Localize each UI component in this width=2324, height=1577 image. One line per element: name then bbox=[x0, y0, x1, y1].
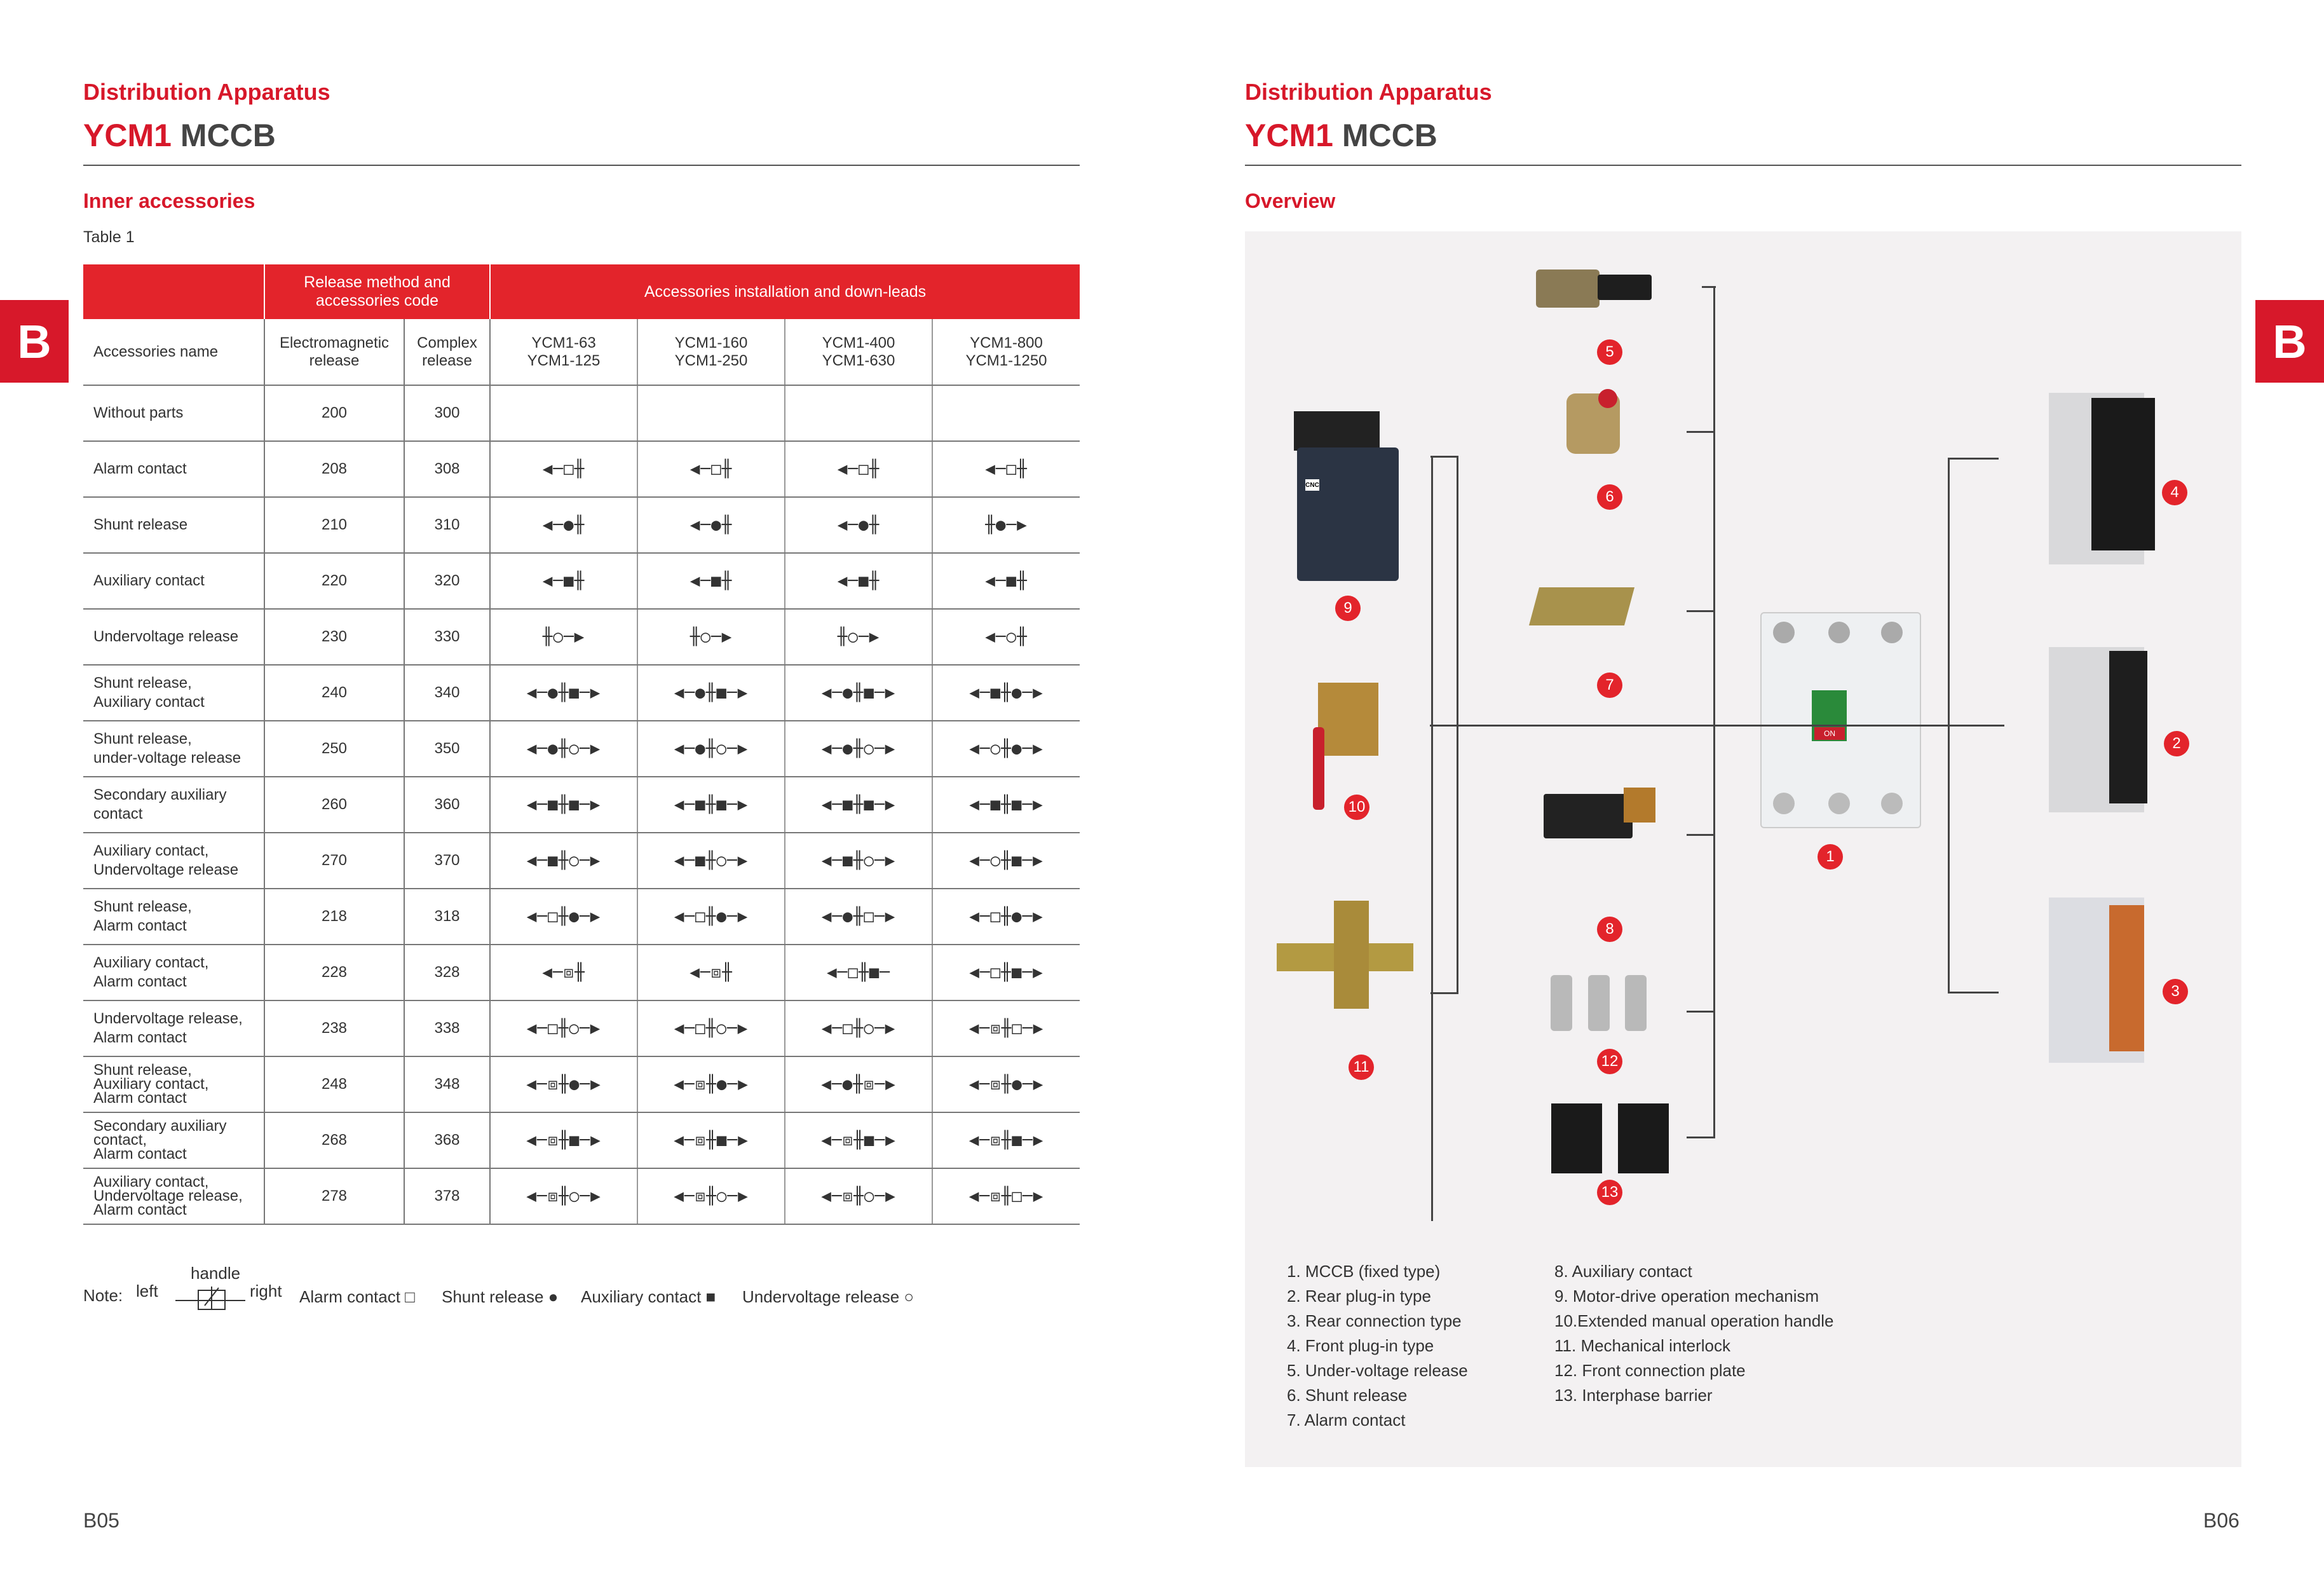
install-symbol: ◀─□╫●─▶ bbox=[490, 889, 637, 945]
col-complex: Complex release bbox=[404, 319, 490, 385]
badge-2: 2 bbox=[2164, 731, 2189, 756]
row-em-code: 238 bbox=[264, 1000, 404, 1056]
row-accessory-name: Shunt release, Auxiliary contact bbox=[83, 665, 264, 721]
install-symbol: ◀─⧈╫○─▶ bbox=[637, 1168, 785, 1224]
row-complex-code: 318 bbox=[404, 889, 490, 945]
mccb-terminal-3 bbox=[1881, 622, 1903, 643]
install-symbol: ◀─□╫■─ bbox=[785, 945, 932, 1000]
extended-handle-plate bbox=[1318, 683, 1378, 756]
table-label: Table 1 bbox=[83, 228, 135, 246]
install-symbol: ╫○─▶ bbox=[637, 609, 785, 665]
title-model: YCM1 bbox=[1245, 118, 1333, 153]
install-symbol: ╫○─▶ bbox=[785, 609, 932, 665]
connection-plate-a bbox=[1551, 975, 1572, 1031]
motor-drive-top bbox=[1294, 411, 1380, 451]
row-em-code: 248 bbox=[264, 1056, 404, 1112]
row-accessory-name: Secondary auxiliary contact, Alarm contact bbox=[83, 1112, 264, 1168]
alarm-contact-image bbox=[1529, 587, 1634, 625]
conn-9-line bbox=[1430, 456, 1458, 458]
auxiliary-contact-image bbox=[1544, 794, 1633, 838]
install-symbol: ◀─■╫ bbox=[637, 553, 785, 609]
conn-4 bbox=[1948, 458, 1999, 460]
install-symbol: ◀─□╫ bbox=[637, 441, 785, 497]
install-symbol: ◀─□╫○─▶ bbox=[637, 1000, 785, 1056]
install-symbol: ◀─■╫○─▶ bbox=[637, 833, 785, 889]
install-symbol: ◀─⧈╫ bbox=[490, 945, 637, 1000]
row-em-code: 208 bbox=[264, 441, 404, 497]
badge-6: 6 bbox=[1597, 484, 1622, 510]
table-row bbox=[83, 441, 1080, 497]
left-subhead: Inner accessories bbox=[83, 189, 255, 212]
badge-1: 1 bbox=[1818, 844, 1843, 870]
badge-9: 9 bbox=[1335, 596, 1361, 621]
install-symbol: ◀─□╫●─▶ bbox=[932, 889, 1080, 945]
install-symbol: ◀─⧈╫■─▶ bbox=[490, 1112, 637, 1168]
title-product: MCCB bbox=[180, 118, 276, 153]
install-symbol: ◀─⧈╫■─▶ bbox=[637, 1112, 785, 1168]
legend-item: 12. Front connection plate bbox=[1554, 1361, 1746, 1380]
table-row bbox=[83, 385, 1080, 441]
badge-5: 5 bbox=[1597, 339, 1622, 365]
row-complex-code: 330 bbox=[404, 609, 490, 665]
accessories-table bbox=[83, 264, 1080, 1225]
row-em-code: 250 bbox=[264, 721, 404, 777]
header-installation: Accessories installation and down-leads bbox=[490, 264, 1080, 319]
note-label: Note: bbox=[83, 1286, 123, 1305]
mccb-terminal-6 bbox=[1881, 793, 1903, 814]
install-symbol: ◀─⧈╫□─▶ bbox=[932, 1000, 1080, 1056]
install-symbol: ◀─⧈╫●─▶ bbox=[932, 1056, 1080, 1112]
note-handle: handle bbox=[191, 1264, 241, 1283]
badge-13: 13 bbox=[1597, 1180, 1622, 1205]
under-voltage-release-part bbox=[1598, 275, 1652, 300]
motor-drive-logo: CNC bbox=[1305, 479, 1319, 491]
row-complex-code: 308 bbox=[404, 441, 490, 497]
table-row bbox=[83, 1112, 1080, 1168]
badge-12: 12 bbox=[1597, 1049, 1622, 1074]
table-row bbox=[83, 721, 1080, 777]
row-accessory-name: Shunt release, Alarm contact bbox=[83, 889, 264, 945]
table-row bbox=[83, 1000, 1080, 1056]
left-title-rule bbox=[83, 165, 1080, 166]
table-header-row bbox=[83, 264, 1080, 319]
table-row bbox=[83, 665, 1080, 721]
install-symbol: ◀─●╫ bbox=[637, 497, 785, 553]
row-em-code: 228 bbox=[264, 945, 404, 1000]
install-symbol: ◀─■╫■─▶ bbox=[637, 777, 785, 833]
col-model-2: YCM1-160 YCM1-250 bbox=[637, 319, 785, 385]
row-accessory-name: Alarm contact bbox=[83, 441, 264, 497]
install-symbol: ◀─■╫ bbox=[785, 553, 932, 609]
table-row bbox=[83, 833, 1080, 889]
legend-item: 3. Rear connection type bbox=[1287, 1311, 1462, 1330]
row-complex-code: 338 bbox=[404, 1000, 490, 1056]
left-bracket bbox=[1431, 456, 1433, 1221]
row-accessory-name: Auxiliary contact, Undervoltage release, Alarm contact bbox=[83, 1168, 264, 1224]
left-page-number: B05 bbox=[83, 1509, 119, 1532]
install-symbol: ◀─□╫●─▶ bbox=[637, 889, 785, 945]
legend-item: 4. Front plug-in type bbox=[1287, 1336, 1434, 1355]
install-symbol: ◀─□╫ bbox=[932, 441, 1080, 497]
legend-item: 6. Shunt release bbox=[1287, 1386, 1408, 1405]
legend-item: 7. Alarm contact bbox=[1287, 1410, 1406, 1430]
install-symbol: ◀─■╫ bbox=[490, 553, 637, 609]
install-symbol: ◀─⧈╫○─▶ bbox=[490, 1168, 637, 1224]
install-symbol: ◀─□╫■─▶ bbox=[932, 945, 1080, 1000]
row-accessory-name: Without parts bbox=[83, 385, 264, 441]
install-symbol: ╫○─▶ bbox=[490, 609, 637, 665]
row-complex-code: 360 bbox=[404, 777, 490, 833]
row-complex-code: 350 bbox=[404, 721, 490, 777]
badge-8: 8 bbox=[1597, 917, 1622, 942]
col-electromagnetic: Electromagnetic release bbox=[264, 319, 404, 385]
install-symbol: ◀─●╫■─▶ bbox=[490, 665, 637, 721]
legend-item: 9. Motor-drive operation mechanism bbox=[1554, 1287, 1819, 1306]
rear-plug-in-base bbox=[2109, 651, 2147, 803]
note-shunt: Shunt release ● bbox=[442, 1287, 559, 1306]
note-left: left bbox=[136, 1281, 158, 1301]
front-plug-in-base bbox=[2091, 398, 2155, 550]
install-symbol: ◀─⧈╫■─▶ bbox=[785, 1112, 932, 1168]
left-chapter-tab: B bbox=[0, 300, 69, 383]
table-row bbox=[83, 609, 1080, 665]
mccb-terminal-1 bbox=[1773, 622, 1795, 643]
table-subheader-row bbox=[83, 319, 1080, 385]
table-row bbox=[83, 945, 1080, 1000]
install-symbol: ◀─■╫■─▶ bbox=[785, 777, 932, 833]
legend-item: 11. Mechanical interlock bbox=[1554, 1336, 1730, 1355]
legend-item: 10.Extended manual operation handle bbox=[1554, 1311, 1834, 1330]
interphase-barrier-b bbox=[1618, 1103, 1669, 1173]
install-symbol: ◀─●╫○─▶ bbox=[490, 721, 637, 777]
legend-item: 1. MCCB (fixed type) bbox=[1287, 1262, 1441, 1281]
row-complex-code: 378 bbox=[404, 1168, 490, 1224]
right-chapter-tab: B bbox=[2255, 300, 2324, 383]
table-row bbox=[83, 777, 1080, 833]
install-symbol: ◀─⧈╫ bbox=[637, 945, 785, 1000]
extended-handle-image bbox=[1313, 727, 1324, 810]
table-body bbox=[83, 385, 1080, 1224]
install-symbol: ◀─⧈╫●─▶ bbox=[637, 1056, 785, 1112]
install-symbol: ◀─■╫■─▶ bbox=[490, 777, 637, 833]
row-complex-code: 310 bbox=[404, 497, 490, 553]
install-symbol: ◀─■╫○─▶ bbox=[490, 833, 637, 889]
header-blank bbox=[83, 264, 264, 319]
install-symbol: ╫●─▶ bbox=[932, 497, 1080, 553]
table-row bbox=[83, 1168, 1080, 1224]
install-symbol bbox=[785, 385, 932, 441]
row-accessory-name: Shunt release, under-voltage release bbox=[83, 721, 264, 777]
table-row bbox=[83, 1056, 1080, 1112]
right-vertical-line bbox=[1948, 458, 1950, 993]
row-accessory-name: Auxiliary contact bbox=[83, 553, 264, 609]
accessories-table-wrap bbox=[83, 264, 1080, 1225]
row-accessory-name: Shunt release, Auxiliary contact, Alarm contact bbox=[83, 1056, 264, 1112]
row-complex-code: 328 bbox=[404, 945, 490, 1000]
left-section-label: Distribution Apparatus bbox=[83, 79, 330, 105]
install-symbol: ◀─●╫□─▶ bbox=[785, 889, 932, 945]
note-alarm: Alarm contact □ bbox=[299, 1287, 415, 1306]
title-model: YCM1 bbox=[83, 118, 172, 153]
install-symbol bbox=[932, 385, 1080, 441]
install-symbol: ◀─⧈╫□─▶ bbox=[932, 1168, 1080, 1224]
conn-13 bbox=[1687, 1137, 1715, 1138]
legend-item: 13. Interphase barrier bbox=[1554, 1386, 1713, 1405]
row-accessory-name: Secondary auxiliary contact bbox=[83, 777, 264, 833]
connection-plate-c bbox=[1625, 975, 1647, 1031]
row-em-code: 218 bbox=[264, 889, 404, 945]
install-symbol: ◀─□╫ bbox=[785, 441, 932, 497]
install-symbol: ◀─□╫○─▶ bbox=[785, 1000, 932, 1056]
install-symbol: ◀─○╫●─▶ bbox=[932, 721, 1080, 777]
row-complex-code: 340 bbox=[404, 665, 490, 721]
row-em-code: 268 bbox=[264, 1112, 404, 1168]
row-em-code: 210 bbox=[264, 497, 404, 553]
left-page-title bbox=[83, 117, 276, 154]
conn-12 bbox=[1687, 1011, 1715, 1013]
rear-connection-bars bbox=[2109, 905, 2144, 1051]
row-complex-code: 300 bbox=[404, 385, 490, 441]
row-complex-code: 370 bbox=[404, 833, 490, 889]
install-symbol: ◀─■╫○─▶ bbox=[785, 833, 932, 889]
row-complex-code: 348 bbox=[404, 1056, 490, 1112]
install-symbol: ◀─⧈╫●─▶ bbox=[490, 1056, 637, 1112]
install-symbol: ◀─●╫○─▶ bbox=[785, 721, 932, 777]
install-symbol: ◀─■╫ bbox=[932, 553, 1080, 609]
table-row bbox=[83, 497, 1080, 553]
mccb-terminal-4 bbox=[1773, 793, 1795, 814]
right-subhead: Overview bbox=[1245, 189, 1336, 212]
row-accessory-name: Undervoltage release, Alarm contact bbox=[83, 1000, 264, 1056]
mccb-on-label: ON bbox=[1814, 727, 1845, 740]
install-symbol: ◀─●╫⧈─▶ bbox=[785, 1056, 932, 1112]
row-complex-code: 320 bbox=[404, 553, 490, 609]
row-em-code: 200 bbox=[264, 385, 404, 441]
install-symbol bbox=[637, 385, 785, 441]
col-model-3: YCM1-400 YCM1-630 bbox=[785, 319, 932, 385]
row-em-code: 230 bbox=[264, 609, 404, 665]
conn-6 bbox=[1687, 431, 1715, 433]
conn-7 bbox=[1687, 610, 1715, 612]
right-section-label: Distribution Apparatus bbox=[1245, 79, 1492, 105]
row-complex-code: 368 bbox=[404, 1112, 490, 1168]
install-symbol: ◀─●╫■─▶ bbox=[785, 665, 932, 721]
install-symbol: ◀─○╫■─▶ bbox=[932, 833, 1080, 889]
legend-item: 2. Rear plug-in type bbox=[1287, 1287, 1431, 1306]
row-accessory-name: Shunt release bbox=[83, 497, 264, 553]
auxiliary-contact-part bbox=[1624, 788, 1655, 823]
install-symbol: ◀─⧈╫○─▶ bbox=[785, 1168, 932, 1224]
title-product: MCCB bbox=[1342, 118, 1437, 153]
install-symbol: ◀─⧈╫■─▶ bbox=[932, 1112, 1080, 1168]
row-em-code: 220 bbox=[264, 553, 404, 609]
under-voltage-release-image bbox=[1536, 270, 1600, 308]
row-accessory-name: Auxiliary contact, Undervoltage release bbox=[83, 833, 264, 889]
install-symbol: ◀─●╫ bbox=[785, 497, 932, 553]
connection-plate-b bbox=[1588, 975, 1610, 1031]
install-symbol: ◀─○╫ bbox=[932, 609, 1080, 665]
header-release-method: Release method and accessories code bbox=[264, 264, 490, 319]
table-row bbox=[83, 889, 1080, 945]
right-title-rule bbox=[1245, 165, 2241, 166]
badge-3: 3 bbox=[2163, 979, 2188, 1004]
install-symbol: ◀─□╫○─▶ bbox=[490, 1000, 637, 1056]
conn-3 bbox=[1948, 992, 1999, 993]
interphase-barrier-a bbox=[1551, 1103, 1602, 1173]
note-right: right bbox=[250, 1281, 282, 1301]
col-model-4: YCM1-800 YCM1-1250 bbox=[932, 319, 1080, 385]
right-page-number: B06 bbox=[2203, 1509, 2239, 1532]
motor-drive-image bbox=[1297, 447, 1399, 581]
conn-11-stub bbox=[1430, 992, 1458, 994]
conn-8 bbox=[1687, 834, 1715, 836]
install-symbol: ◀─●╫ bbox=[490, 497, 637, 553]
install-symbol: ◀─●╫○─▶ bbox=[637, 721, 785, 777]
row-accessory-name: Undervoltage release bbox=[83, 609, 264, 665]
legend-left bbox=[1287, 1259, 1468, 1433]
handle-symbol-icon bbox=[173, 1284, 248, 1312]
install-symbol: ◀─●╫■─▶ bbox=[637, 665, 785, 721]
install-symbol: ◀─□╫ bbox=[490, 441, 637, 497]
mechanical-interlock-image bbox=[1334, 901, 1369, 1009]
right-page-title bbox=[1245, 117, 1437, 154]
table-row bbox=[83, 553, 1080, 609]
conn-1-right bbox=[1942, 725, 2004, 727]
mccb-terminal-2 bbox=[1828, 622, 1850, 643]
col-model-1: YCM1-63 YCM1-125 bbox=[490, 319, 637, 385]
row-em-code: 278 bbox=[264, 1168, 404, 1224]
note-undervoltage: Undervoltage release ○ bbox=[742, 1287, 914, 1306]
install-symbol: ◀─■╫●─▶ bbox=[932, 665, 1080, 721]
legend-item: 5. Under-voltage release bbox=[1287, 1361, 1468, 1380]
badge-4: 4 bbox=[2162, 480, 2187, 505]
badge-11: 11 bbox=[1349, 1055, 1374, 1080]
shunt-release-knob bbox=[1598, 389, 1617, 408]
row-em-code: 260 bbox=[264, 777, 404, 833]
badge-7: 7 bbox=[1597, 672, 1622, 698]
note-auxiliary: Auxiliary contact ■ bbox=[581, 1287, 716, 1306]
legend-right bbox=[1554, 1259, 1833, 1408]
install-symbol: ◀─■╫■─▶ bbox=[932, 777, 1080, 833]
install-symbol bbox=[490, 385, 637, 441]
badge-10: 10 bbox=[1344, 795, 1369, 820]
col-accessories-name: Accessories name bbox=[83, 319, 264, 385]
row-em-code: 270 bbox=[264, 833, 404, 889]
mccb-terminal-5 bbox=[1828, 793, 1850, 814]
legend-item: 8. Auxiliary contact bbox=[1554, 1262, 1692, 1281]
row-accessory-name: Auxiliary contact, Alarm contact bbox=[83, 945, 264, 1000]
row-em-code: 240 bbox=[264, 665, 404, 721]
